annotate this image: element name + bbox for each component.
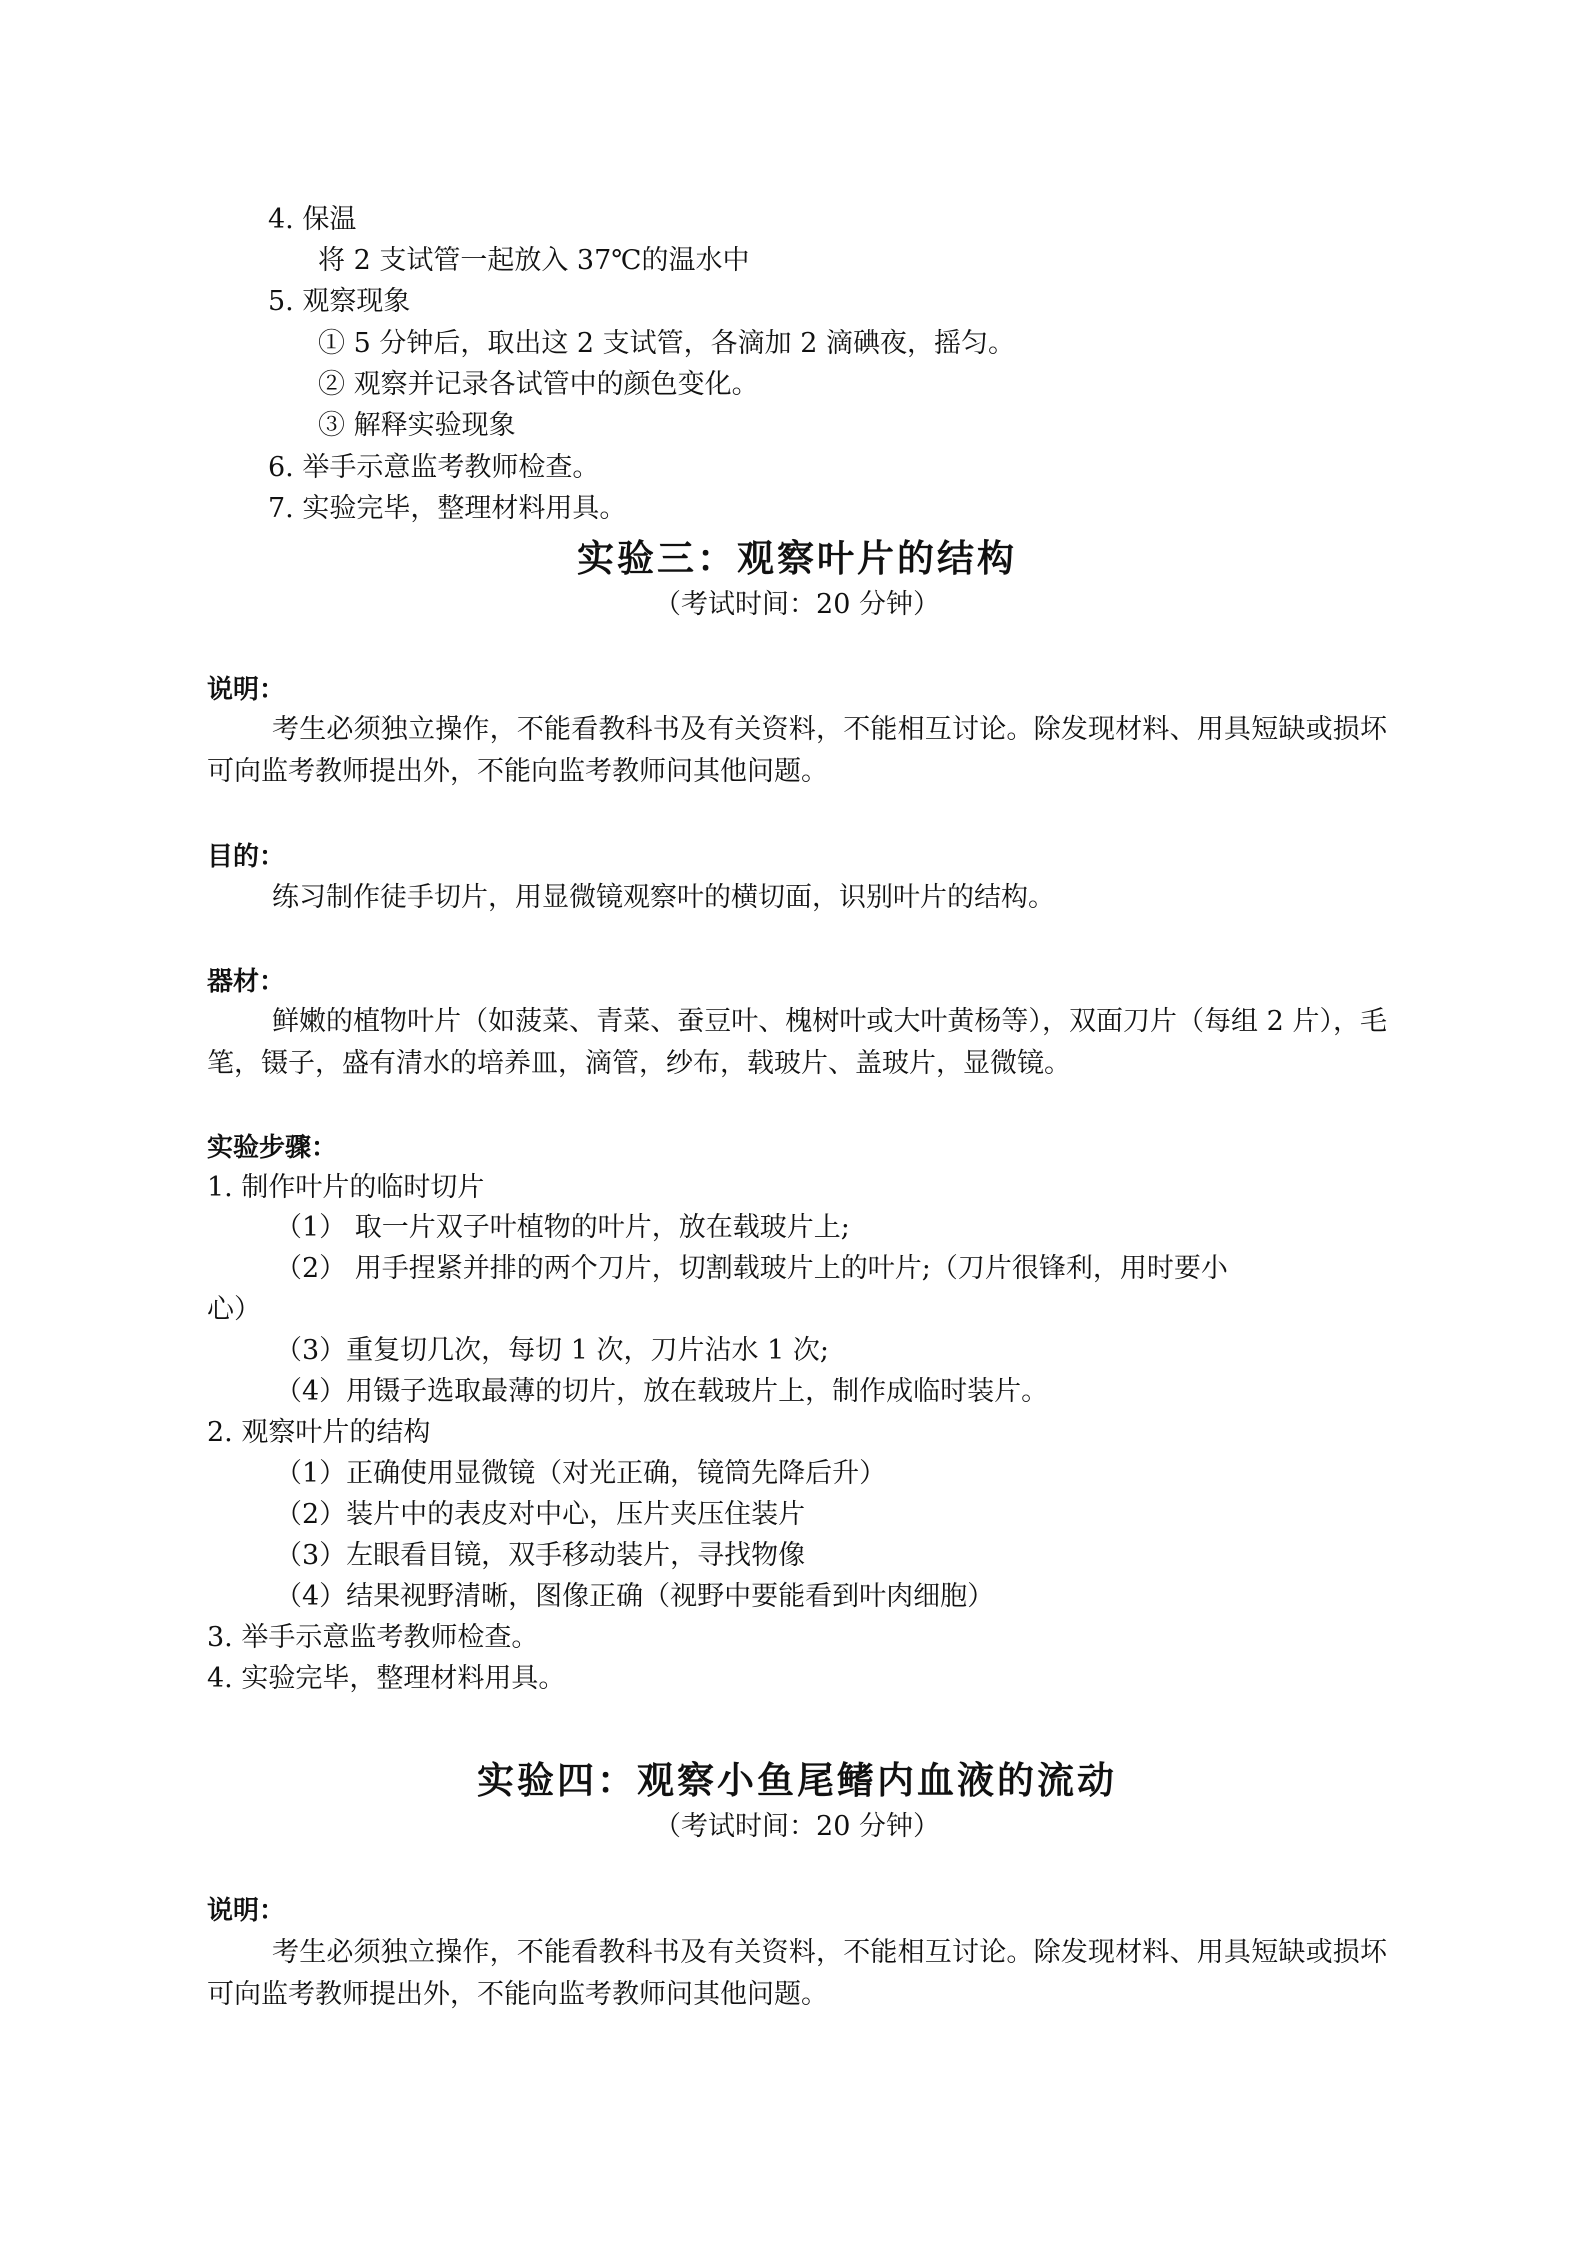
exp3-step-3: 3. 举手示意监考教师检查。 [207, 1622, 539, 1653]
exp3-time: （考试时间：20 分钟） [654, 589, 940, 620]
exp3-step-2: 2. 观察叶片的结构 [207, 1417, 431, 1448]
exp3-step-2-3: （3）左眼看目镜，双手移动装片，寻找物像 [275, 1540, 806, 1571]
exp3-step-4: 4. 实验完毕，整理材料用具。 [207, 1663, 566, 1694]
exp3-materials-text: 鲜嫩的植物叶片（如菠菜、青菜、蚕豆叶、槐树叶或大叶黄杨等），双面刀片（每组 2 片），毛笔，镊子，盛有清水的培养皿，滴管，纱布，载玻片、盖玻片，显微镜。 [207, 1006, 1387, 1079]
exp3-note-label: 说明： [207, 675, 286, 705]
exp4-time: （考试时间：20 分钟） [654, 1811, 940, 1842]
exp3-steps-label: 实验步骤： [207, 1133, 338, 1163]
step-5: 5. 观察现象 [268, 286, 411, 317]
step-5-item-3: ③ 解释实验现象 [318, 410, 516, 441]
exp3-purpose-label: 目的： [207, 842, 286, 872]
exp3-step-1-3: （3）重复切几次，每切 1 次，刀片沾水 1 次; [275, 1335, 829, 1366]
exp4-note-text: 考生必须独立操作，不能看教科书及有关资料，不能相互讨论。除发现材料、用具短缺或损坏可向监考教师提出外，不能向监考教师问其他问题。 [207, 1937, 1387, 2010]
exp3-purpose-text: 练习制作徒手切片，用显微镜观察叶的横切面，识别叶片的结构。 [272, 882, 1055, 913]
exp3-step-2-2: （2）装片中的表皮对中心，压片夹压住装片 [275, 1499, 806, 1530]
step-4: 4. 保温 [268, 204, 357, 235]
exp3-step-1-2-cont: 心） [207, 1294, 261, 1325]
exp4-note-label: 说明： [207, 1896, 286, 1926]
exp3-step-2-1: （1）正确使用显微镜（对光正确，镜筒先降后升） [275, 1458, 887, 1489]
exp4-title: 实验四：观察小鱼尾鳍内血液的流动 [477, 1758, 1117, 1802]
exp3-materials-label: 器材： [207, 967, 286, 997]
step-5-item-1: ① 5 分钟后，取出这 2 支试管，各滴加 2 滴碘夜，摇匀。 [318, 328, 1016, 359]
exp3-step-1-1: （1） 取一片双子叶植物的叶片，放在载玻片上; [275, 1212, 850, 1243]
exp3-title: 实验三：观察叶片的结构 [577, 536, 1017, 580]
step-5-item-2: ② 观察并记录各试管中的颜色变化。 [318, 369, 759, 400]
step-6: 6. 举手示意监考教师检查。 [268, 452, 600, 483]
step-7: 7. 实验完毕，整理材料用具。 [268, 493, 627, 524]
exp3-step-1-4: （4）用镊子选取最薄的切片，放在载玻片上，制作成临时装片。 [275, 1376, 1049, 1407]
exp3-note-text: 考生必须独立操作，不能看教科书及有关资料，不能相互讨论。除发现材料、用具短缺或损坏可向监考教师提出外，不能向监考教师问其他问题。 [207, 714, 1387, 787]
exp3-step-1: 1. 制作叶片的临时切片 [207, 1172, 485, 1203]
exp3-step-2-4: （4）结果视野清晰，图像正确（视野中要能看到叶肉细胞） [275, 1581, 995, 1612]
exp3-step-1-2: （2） 用手捏紧并排的两个刀片，切割载玻片上的叶片;（刀片很锋利，用时要小 [275, 1253, 1228, 1284]
step-4-detail: 将 2 支试管一起放入 37℃的温水中 [318, 245, 750, 276]
